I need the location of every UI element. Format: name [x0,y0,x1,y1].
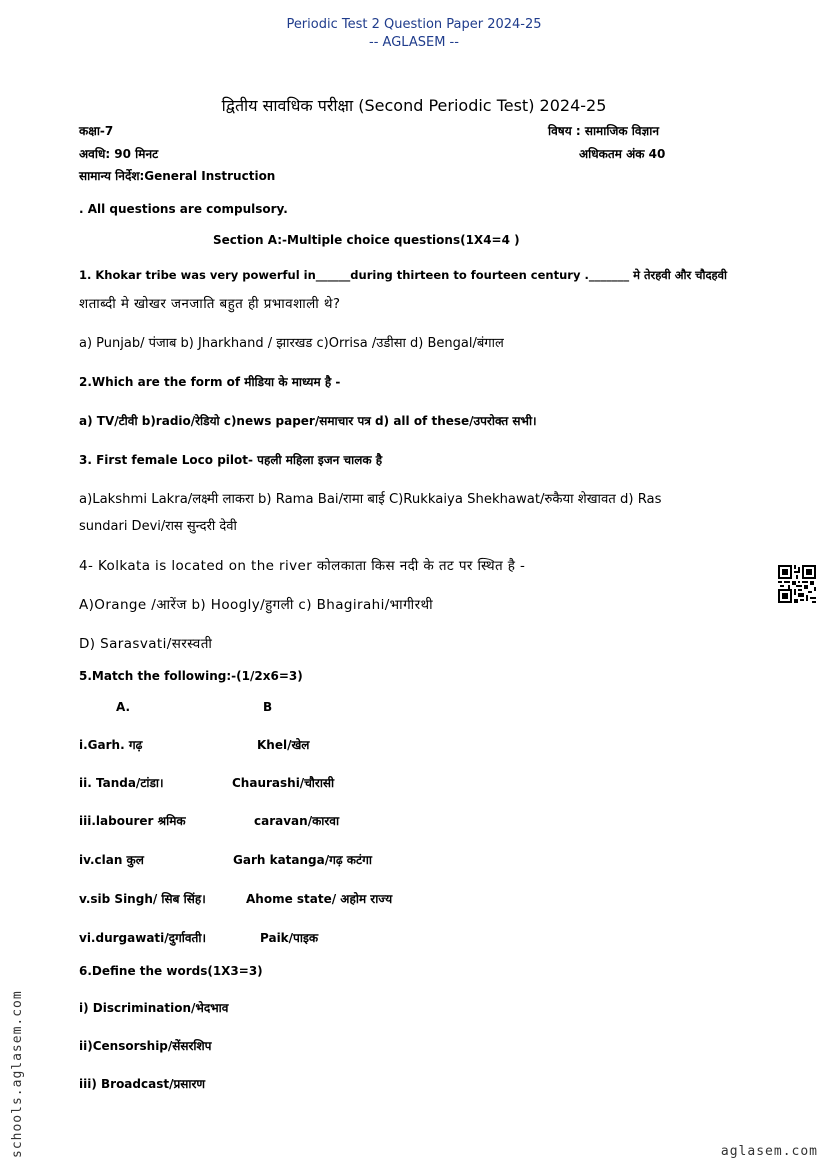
match-right-1: Khel/खेल [257,738,310,752]
q2-text: 2.Which are the form of मीडिया के माध्यम है - [79,375,341,389]
instruction-heading: सामान्य निर्देश:General Instruction [79,169,276,183]
match-right-6: Paik/पाइक [260,931,319,945]
q5-column-a: A. [116,700,131,714]
q3-text: 3. First female Loco pilot- पहली महिला इजन चालक है [79,453,383,467]
max-marks-label: अधिकतम अंक 40 [579,147,666,161]
duration-label: अवधि: 90 मिनट [79,147,159,161]
section-a-heading: Section A:-Multiple choice questions(1X4=4 ) [213,233,520,247]
qr-code-icon [778,565,816,603]
subject-label: विषय : सामाजिक विज्ञान [548,124,659,138]
match-left-2: ii. Tanda/टांडा। [79,776,164,790]
q6-item-3: iii) Broadcast/प्रसारण [79,1077,206,1091]
class-label: कक्षा-7 [79,124,114,138]
paper-title: द्वितीय सावधिक परीक्षा (Second Periodic Test) 2024-25 [221,96,607,115]
q6-text: 6.Define the words(1X3=3) [79,964,263,978]
match-right-4: Garh katanga/गढ़ कटंगा [233,853,372,867]
q4-options-line-1: A)Orange /आरेंज b) Hoogly/हुगली c) Bhagirahi/भागीरथी [79,597,434,613]
q5-text: 5.Match the following:-(1/2x6=3) [79,669,303,683]
q5-column-b: B [263,700,273,714]
match-left-3: iii.labourer श्रमिक [79,814,186,828]
q3-options-line-1: a)Lakshmi Lakra/लक्ष्मी लाकरा b) Rama Bai/रामा बाई C)Rukkaiya Shekhawat/रुकैया शेखावत d) Ras [79,492,662,507]
q1-line-2: शताब्दी मे खोखर जनजाति बहुत ही प्रभावशाली थे? [79,296,341,312]
q4-options-line-2: D) Sarasvati/सरस्वती [79,636,213,652]
footer-watermark: aglasem.com [720,1144,818,1159]
match-left-1: i.Garh. गढ़ [79,738,143,752]
q4-text: 4- Kolkata is located on the river कोलकाता किस नदी के तट पर स्थित है - [79,558,526,574]
match-right-5: Ahome state/ अहोम राज्य [246,892,393,906]
q6-item-2: ii)Censorship/सेंसरशिप [79,1039,212,1053]
q1-line-1: 1. Khokar tribe was very powerful in______during thirteen to fourteen century ._______ मे तेरहवी और चौदहवी [79,268,728,282]
match-right-3: caravan/कारवा [254,814,340,828]
q2-options: a) TV/टीवी b)radio/रेडियो c)news paper/समाचार पत्र d) all of these/उपरोक्त सभी। [79,414,537,428]
q3-options-line-2: sundari Devi/रास सुन्दरी देवी [79,519,237,534]
header-line-2: -- AGLASEM -- [369,35,459,50]
header-line-1: Periodic Test 2 Question Paper 2024-25 [286,17,542,32]
side-watermark: schools.aglasem.com [10,990,25,1158]
match-right-2: Chaurashi/चौरासी [232,776,335,790]
match-left-5: v.sib Singh/ सिब सिंह। [79,892,206,906]
q1-options: a) Punjab/ पंजाब b) Jharkhand / झारखड c)Orrisa /उडीसा d) Bengal/बंगाल [79,336,504,351]
match-left-6: vi.durgawati/दुर्गावती। [79,931,207,945]
q6-item-1: i) Discrimination/भेदभाव [79,1001,229,1015]
match-left-4: iv.clan कुल [79,853,144,867]
instruction-text: . All questions are compulsory. [79,202,288,216]
